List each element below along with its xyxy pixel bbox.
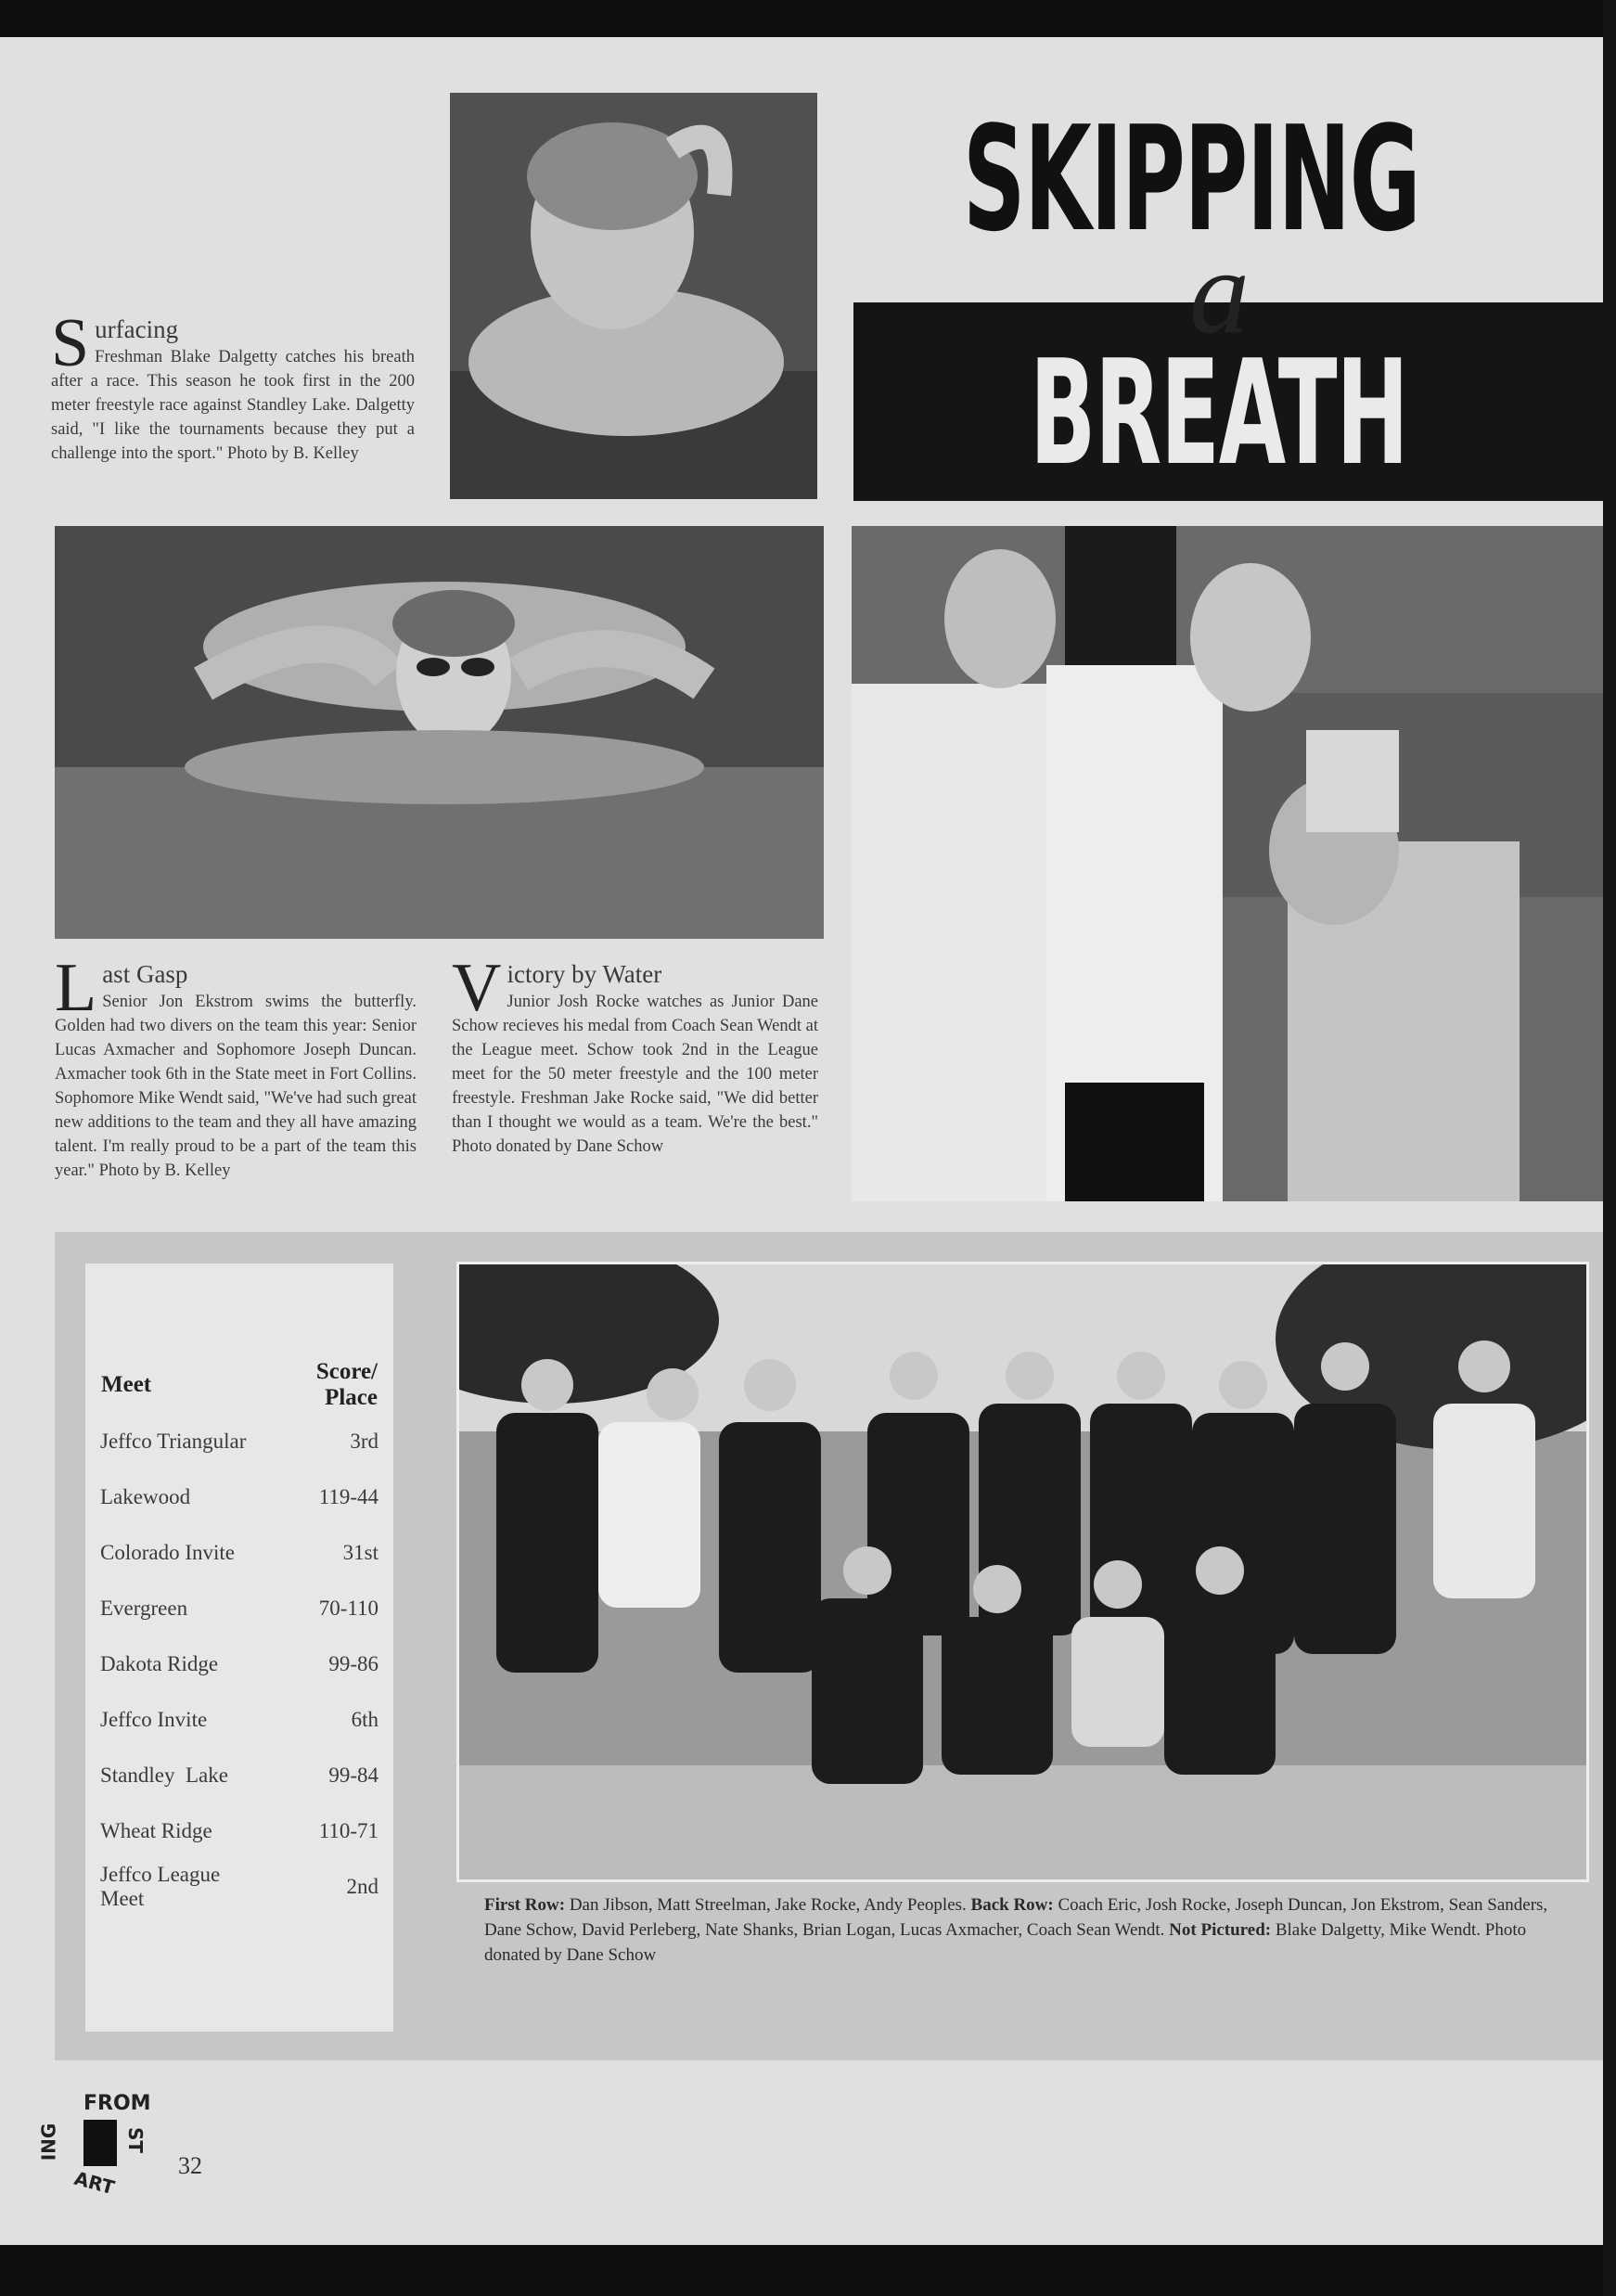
- score-row: [100, 1803, 378, 1859]
- back-row-label: Back Row:: [970, 1895, 1054, 1915]
- meet-name: Wheat Ridge: [100, 1819, 212, 1842]
- dropcap: S: [51, 305, 90, 381]
- meet-score: 110-71: [318, 1819, 378, 1842]
- score-row: [100, 1692, 378, 1748]
- logo-text-art: ART: [71, 2166, 117, 2200]
- meet-name: Jeffco League Meet: [100, 1863, 221, 1910]
- caption-victory-by-water: [452, 950, 818, 1159]
- meet-name: Colorado Invite: [100, 1541, 235, 1564]
- not-pictured-label: Not Pictured:: [1169, 1920, 1272, 1940]
- page-number: 32: [178, 2152, 202, 2179]
- title-skipping: SKIPPING: [963, 95, 1420, 263]
- meet-score: 6th: [351, 1708, 378, 1731]
- score-row: [100, 1581, 378, 1636]
- caption-heading: ast Gasp: [102, 960, 188, 988]
- caption-last-gasp: [55, 950, 417, 1183]
- score-row: [100, 1636, 378, 1692]
- meet-name: Lakewood: [100, 1485, 191, 1508]
- first-row-names: Dan Jibson, Matt Streelman, Jake Rocke, Andy Peoples.: [565, 1895, 971, 1915]
- meet-score: 99-86: [328, 1652, 378, 1675]
- top-border: [0, 0, 1616, 37]
- meet-score: 99-84: [328, 1764, 378, 1787]
- dropcap: V: [452, 950, 502, 1026]
- scores-header: [100, 1356, 378, 1414]
- meet-score: 3rd: [350, 1430, 378, 1453]
- logo-emblem-icon: [83, 2120, 117, 2166]
- meet-name: Jeffco Triangular: [100, 1430, 247, 1453]
- meet-score: 119-44: [318, 1485, 378, 1508]
- score-row: [100, 1525, 378, 1581]
- meet-name: Standley Lake: [100, 1764, 228, 1787]
- meet-name: Jeffco Invite: [100, 1708, 208, 1731]
- meet-name: Dakota Ridge: [100, 1652, 219, 1675]
- right-edge: [1603, 0, 1616, 2296]
- scoreboard: [85, 1263, 393, 2032]
- photo-team: [456, 1262, 1589, 1882]
- caption-body: Freshman Blake Dalgetty catches his breath after a race. This season he took first in the 200 meter freestyle race against Standley Lake. Dalgetty said, "I like the tournaments because they put a challenge into the sport." Photo by B. Kelley: [51, 348, 415, 463]
- photo-swimmer-surfacing: [450, 93, 817, 499]
- not-pictured-names: Blake Dalgetty, Mike Wendt. Photo donated by Dane Schow: [484, 1920, 1531, 1965]
- caption-body: Junior Josh Rocke watches as Junior Dane Schow recieves his medal from Coach Sean Wendt at the League meet. Schow took 2nd in the League meet for the 50 meter freestyle and the 100 meter freestyle. Freshman Jake Rocke said, "We did better than I thought we would as a team. We're the best." Photo donated by Dane Schow: [452, 993, 818, 1156]
- meet-name: Evergreen: [100, 1597, 188, 1620]
- header-score: Score/ Place: [315, 1359, 378, 1410]
- logo-text-st: ST: [124, 2126, 147, 2154]
- score-row: [100, 1414, 378, 1469]
- meet-score: 31st: [342, 1541, 378, 1564]
- caption-heading: ictory by Water: [507, 960, 662, 988]
- back-row-names: Coach Eric, Josh Rocke, Joseph Duncan, Jon Ekstrom, Sean Sanders, Dane Schow, David Perleberg, Nate Shanks, Brian Logan, Lucas Axmacher, Coach Sean Wendt.: [484, 1895, 1552, 1940]
- title-breath: BREATH: [1030, 328, 1408, 497]
- meet-score: 70-110: [318, 1597, 378, 1620]
- logo-text-ing: ING: [37, 2123, 60, 2161]
- header-meet: Meet: [101, 1372, 152, 1397]
- dropcap: L: [55, 950, 97, 1026]
- score-row: [100, 1469, 378, 1525]
- bottom-border: [0, 2245, 1616, 2296]
- meet-score: 2nd: [346, 1875, 378, 1898]
- photo-medal-ceremony: [852, 526, 1603, 1201]
- team-caption: [484, 1892, 1579, 1968]
- score-row: [100, 1748, 378, 1803]
- starting-from-logo: [37, 2092, 167, 2203]
- score-row: [100, 1859, 378, 1915]
- caption-body: Senior Jon Ekstrom swims the butterfly. Golden had two divers on the team this year: Senior Lucas Axmacher and Sophomore Joseph Duncan. Axmacher took 6th in the State meet in Fort Collins. Sophomore Mike Wendt said, "We've had such great new additions to the team and they all have amazing talent. I'm really proud to be a part of the team this year." Photo by B. Kelley: [55, 993, 417, 1180]
- logo-text-from: FROM: [83, 2092, 151, 2115]
- caption-heading: urfacing: [95, 315, 179, 343]
- caption-surfacing: [51, 305, 415, 466]
- first-row-label: First Row:: [484, 1895, 566, 1915]
- title-connector-a: a: [1189, 225, 1250, 359]
- photo-butterfly-swimmer: [55, 526, 824, 939]
- scores-table: [100, 1356, 378, 1915]
